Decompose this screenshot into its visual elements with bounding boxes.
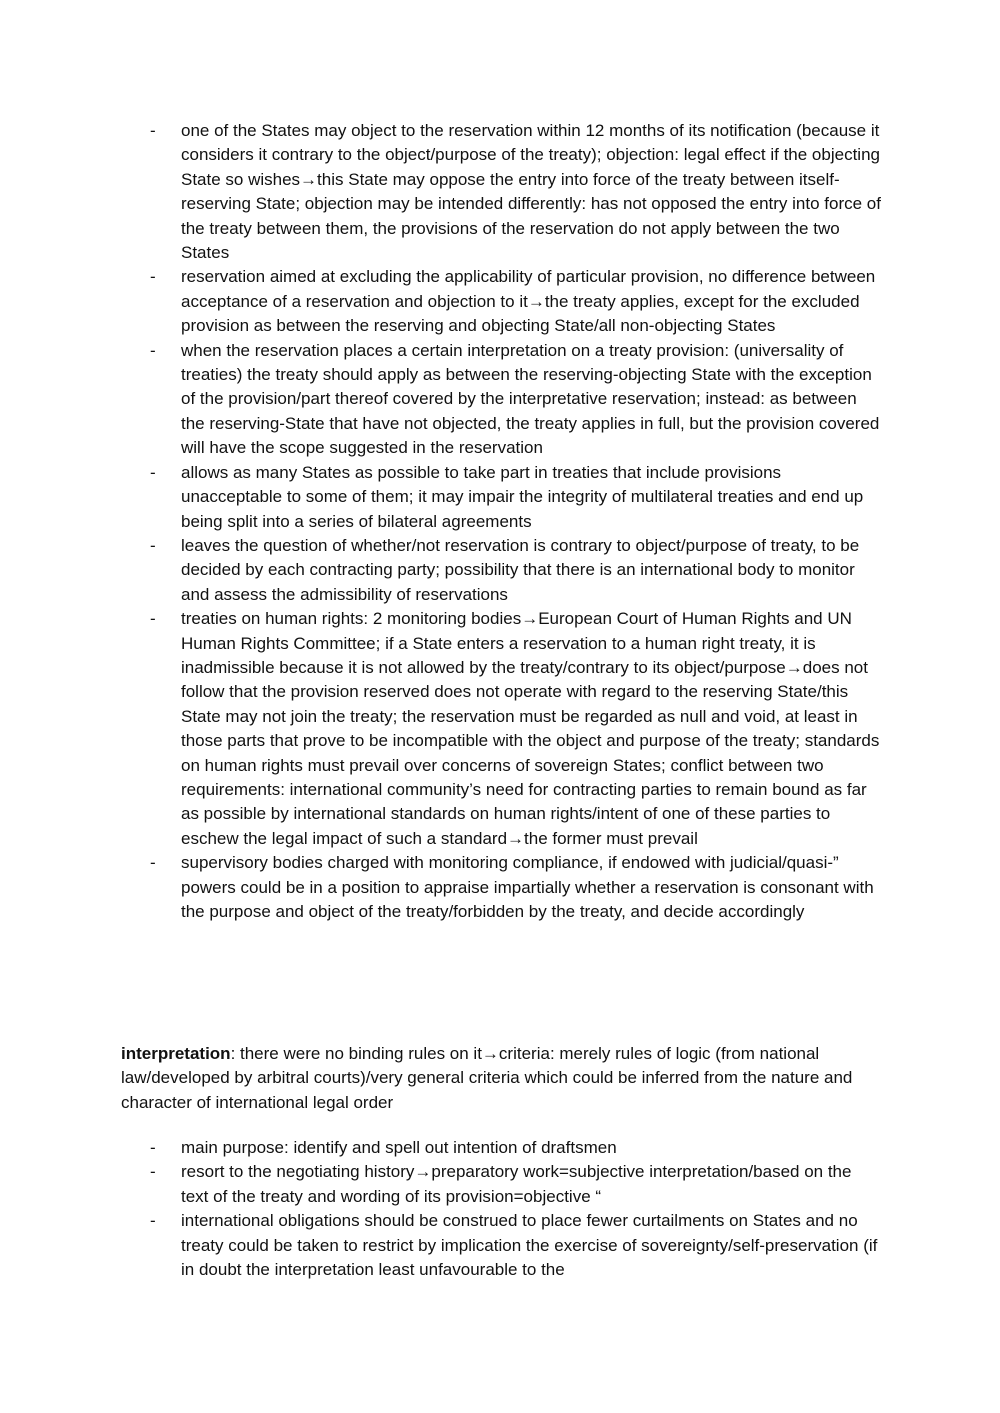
list-item-text: main purpose: identify and spell out intention of draftsmen — [181, 1138, 617, 1157]
list-item — [0, 119, 881, 265]
list-item — [0, 534, 881, 607]
list-item — [0, 339, 881, 461]
list-item-text: when the reservation places a certain interpretation on a treaty provision: (universality of treaties) the treaty should apply as between the reserving-objecting State with the exception of the provision/part thereof covered by the interpretative reservation; instead: as between the reserving-State that have not objected, the treaty applies in full, but the provision covered will have the scope suggested in the reservation — [181, 340, 880, 458]
interpretation-list — [0, 1136, 1000, 1282]
bullet-dash: - — [150, 267, 156, 287]
interpretation-paragraph — [121, 1042, 881, 1115]
bullet-dash: - — [150, 462, 156, 482]
list-item-text: international obligations should be construed to place fewer curtailments on States and no treaty could be taken to restrict by implication the exercise of sovereignty/self-preservation (if in doubt the interpretation least unfavourable to the — [181, 1211, 878, 1280]
list-item — [0, 1209, 881, 1282]
bullet-dash: - — [150, 1138, 156, 1157]
bullet-dash: - — [150, 121, 156, 140]
bullet-dash: - — [150, 340, 156, 360]
list-item-text: leaves the question of whether/not reservation is contrary to object/purpose of treaty, to be decided by each contracting party; possibility that there is an international body to monitor and assess the admissibility of reservations — [181, 535, 860, 604]
bullet-dash: - — [150, 535, 156, 555]
list-item — [0, 461, 881, 534]
list-item-text: supervisory bodies charged with monitoring compliance, if endowed with judicial/quasi-” powers could be in a position to appraise impartially whether a reservation is consonant with the purpose and object of the treaty/forbidden by the treaty, and decide accordingly — [181, 853, 874, 921]
list-item — [0, 265, 881, 338]
bullet-dash: - — [150, 853, 156, 873]
list-item — [0, 1136, 881, 1160]
reservation-effects-list — [0, 119, 1000, 924]
list-item — [0, 607, 881, 851]
interpretation-term: interpretation — [121, 1044, 231, 1063]
list-item — [0, 851, 881, 924]
interpretation-text: : there were no binding rules on it→criteria: merely rules of logic (from national law/developed by arbitral courts)/very general criteria which could be inferred from the nature and character of international legal order — [121, 1044, 853, 1112]
bullet-dash: - — [150, 1211, 156, 1231]
list-item-text: resort to the negotiating history→preparatory work=subjective interpretation/based on the text of the treaty and wording of its provision=objective “ — [181, 1162, 852, 1206]
list-item-text: allows as many States as possible to take part in treaties that include provisions unacceptable to some of them; it may impair the integrity of multilateral treaties and end up being split into a series of bilateral agreements — [181, 462, 864, 531]
bullet-dash: - — [150, 609, 156, 629]
list-item — [0, 1160, 881, 1209]
list-item-text: one of the States may object to the reservation within 12 months of its notification (because it considers it contrary to the object/purpose of the treaty); objection: legal effect if the objecting State so wishes→this State may oppose the entry into force of the treaty between itself-reserving State; objection may be intended differently: has not opposed the entry into force of the treaty between them, the provisions of the reservation do not apply between the two States — [181, 121, 881, 263]
bullet-dash: - — [150, 1162, 156, 1182]
list-item-text: treaties on human rights: 2 monitoring bodies→European Court of Human Rights and UN Human Rights Committee; if a State enters a reservation to a human right treaty, it is inadmissible because it is not allowed by the treaty/contrary to its object/purpose→does not follow that the provision reserved does not operate with regard to the reserving State/this State may not join the treaty; the reservation must be regarded as null and void, at least in those parts that prove to be incompatible with the object and purpose of the treaty; standards on human rights must prevail over concerns of sovereign States; conflict between two requirements: international community’s need for contracting parties to remain bound as far as possible by international standards on human rights/intent of one of these parties to eschew the legal impact of such a standard→the former must prevail — [181, 609, 880, 848]
list-item-text: reservation aimed at excluding the applicability of particular provision, no difference between acceptance of a reservation and objection to it→the treaty applies, except for the excluded provision as between the reserving and objecting State/all non-objecting States — [181, 267, 876, 336]
